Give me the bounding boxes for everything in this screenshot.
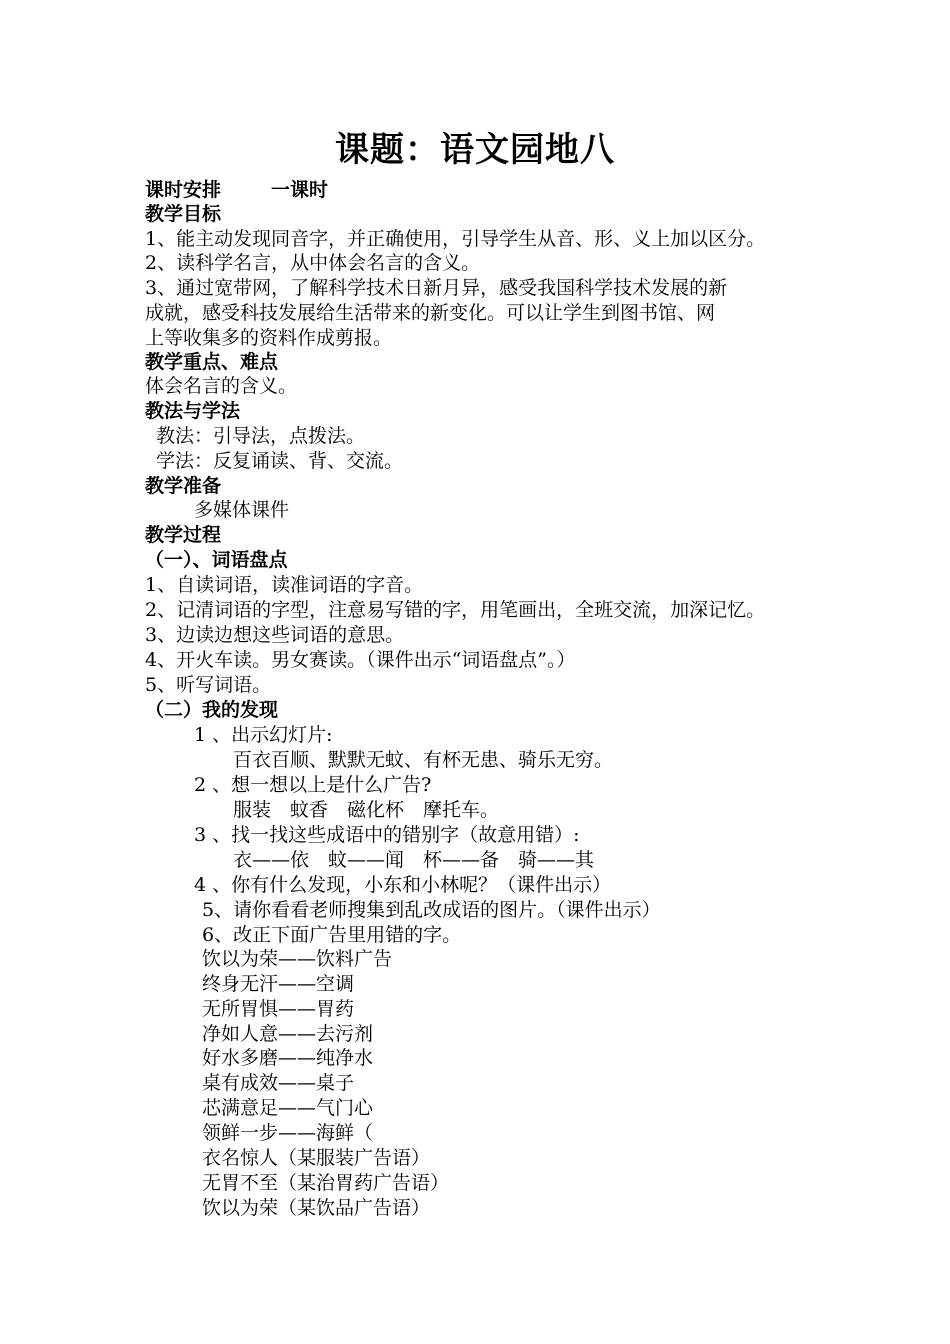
ad-correction-line: 好水多磨——纯净水	[202, 1047, 374, 1069]
ad-correction-line: 无胃不至（某治胃药广告语）	[202, 1172, 450, 1194]
objective-line: 3、通过宽带网，了解科学技术日新月异，感受我国科学技术发展的新	[145, 277, 728, 299]
process-heading: 教学过程	[145, 524, 222, 546]
schedule-value: 一课时	[271, 179, 329, 201]
part2-line: 服装 蚊香 磁化杯 摩托车。	[233, 799, 500, 821]
objective-line: 上等收集多的资料作成剪报。	[145, 327, 393, 349]
part2-line: 5、请你看看老师搜集到乱改成语的图片。（课件出示）	[202, 899, 661, 921]
part1-item: 5、听写词语。	[145, 674, 272, 696]
ad-correction-line: 桌有成效——桌子	[202, 1072, 355, 1094]
key-points-heading: 教学重点、难点	[145, 351, 279, 373]
ad-correction-line: 衣名惊人（某服装广告语）	[202, 1147, 431, 1169]
ad-correction-line: 饮以为荣——饮料广告	[202, 948, 393, 970]
part1-item: 2、记清词语的字型，注意易写错的字，用笔画出，全班交流，加深记忆。	[145, 599, 766, 621]
learning-method: 学法：反复诵读、背、交流。	[156, 450, 404, 472]
part1-item: 1、自读词语，读准词语的字音。	[145, 574, 424, 596]
part2-line: 4 、你有什么发现，小东和小林呢？（课件出示）	[194, 874, 612, 896]
part2-line: 衣——依 蚊——闻 杯——备 骑——其	[233, 849, 595, 871]
key-points-text: 体会名言的含义。	[145, 375, 298, 397]
ad-correction-line: 芯满意足——气门心	[202, 1097, 374, 1119]
part2-line: 百衣百顺、默默无蚊、有杯无患、骑乐无穷。	[233, 749, 614, 771]
part1-item: 4、开火车读。男女赛读。（课件出示“词语盘点”。）	[145, 649, 576, 671]
ad-correction-line: 领鲜一步——海鲜（	[202, 1122, 374, 1144]
ad-correction-line: 终身无汗——空调	[202, 973, 355, 995]
lesson-title: 课题：语文园地八	[335, 130, 615, 170]
ad-correction-line: 饮以为荣（某饮品广告语）	[202, 1197, 431, 1219]
preparation-heading: 教学准备	[145, 475, 222, 497]
part2-heading: （二）我的发现	[145, 699, 279, 721]
ad-correction-line: 净如人意——去污剂	[202, 1023, 374, 1045]
objective-line: 1、能主动发现同音字，并正确使用，引导学生从音、形、义上加以区分。	[145, 228, 766, 250]
part1-item: 3、边读边想这些词语的意思。	[145, 624, 405, 646]
ad-correction-line: 无所胃惧——胃药	[202, 998, 355, 1020]
part2-line: 3 、找一找这些成语中的错别字（故意用错）:	[194, 824, 580, 846]
part1-heading: （一）、词语盘点	[145, 549, 288, 571]
preparation-text: 多媒体课件	[194, 499, 290, 521]
schedule-label: 课时安排	[145, 179, 222, 201]
objectives-heading: 教学目标	[145, 203, 222, 225]
schedule-line	[145, 178, 328, 203]
objective-line: 2、读科学名言，从中体会名言的含义。	[145, 252, 481, 274]
objective-line: 成就，感受科技发展给生活带来的新变化。可以让学生到图书馆、网	[145, 302, 716, 324]
methods-heading: 教法与学法	[145, 400, 241, 422]
teaching-method: 教法：引导法，点拨法。	[156, 425, 366, 447]
part2-line: 6、改正下面广告里用错的字。	[202, 924, 462, 946]
part2-line: 2 、想一想以上是什么广告?	[194, 774, 432, 796]
part2-line: 1 、出示幻灯片:	[194, 724, 333, 746]
